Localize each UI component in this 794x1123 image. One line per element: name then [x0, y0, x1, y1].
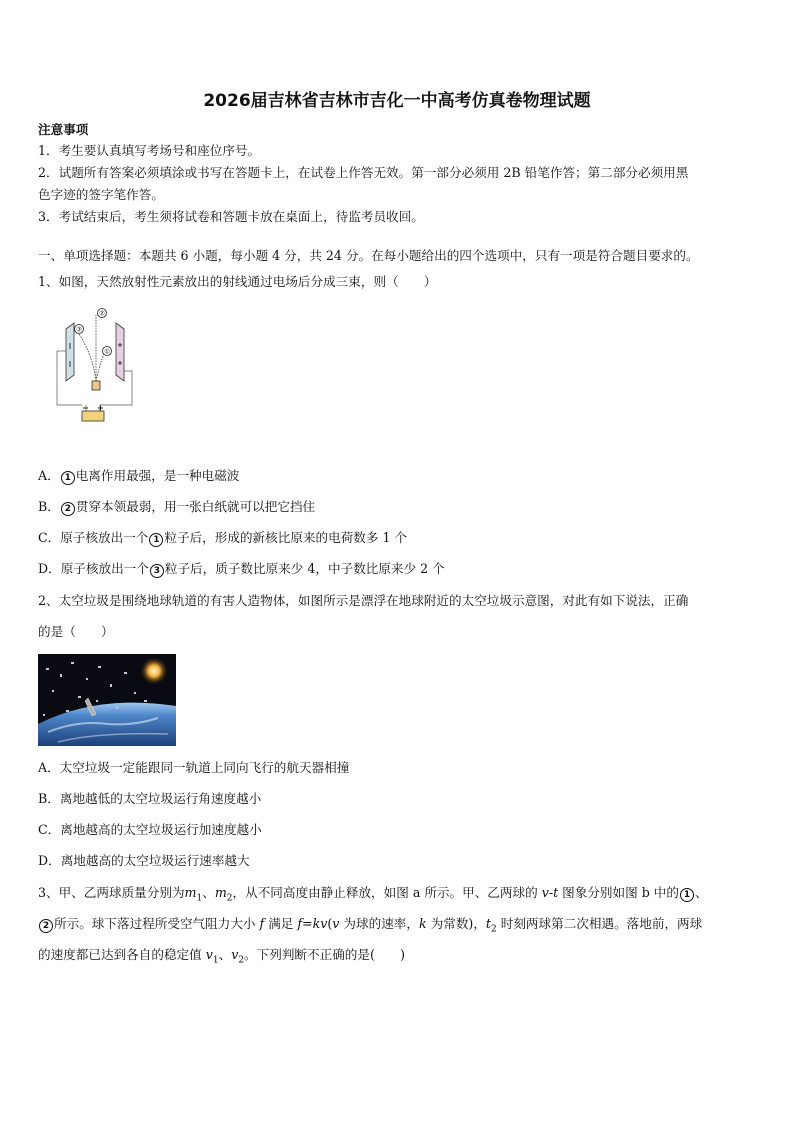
notice-item: 色字迹的签字笔作答。 [38, 187, 164, 202]
option-label: A． [38, 468, 60, 483]
option-label: C．原子核放出一个 [38, 530, 149, 545]
option-label: D．原子核放出一个 [38, 561, 149, 576]
q1-option-c[interactable] [38, 530, 407, 547]
page-title: 2026届吉林省吉林市吉化一中高考仿真卷物理试题 [203, 91, 591, 111]
option-text: 粒子后，质子数比原来少 4，中子数比原来少 2 个 [164, 561, 445, 576]
notice-item: 2．试题所有答案必须填涂或书写在答题卡上，在试卷上作答无效。第一部分必须用 2B 铅笔作答；第二部分必须用黑 [38, 165, 689, 180]
fig-label: ② [99, 309, 105, 318]
circled-number-icon: 1 [680, 888, 694, 902]
circled-number-icon: 2 [39, 919, 53, 933]
section-heading: 一、单项选择题：本题共 6 小题，每小题 4 分，共 24 分。在每小题给出的四个选项中，只有一项是符合题目要求的。 [38, 248, 699, 263]
circled-number-icon: 2 [61, 502, 75, 516]
circled-number-icon: 1 [149, 533, 163, 547]
option-text: 粒子后，形成的新核比原来的电荷数多 1 个 [164, 530, 408, 545]
q1-option-a[interactable] [38, 468, 239, 485]
q1-option-b[interactable] [38, 499, 315, 516]
question-1-stem: 1、如图，天然放射性元素放出的射线通过电场后分成三束，则（ ） [38, 274, 437, 289]
q2-option-c[interactable]: C．离地越高的太空垃圾运行加速度越小 [38, 822, 262, 837]
question-2-stem-cont: 的是（ ） [38, 624, 114, 639]
fig-label: ③ [76, 325, 82, 334]
question-3-stem-line1: 3、甲、乙两球质量分别为$m_1$、$m_2$，从不同高度由静止释放，如图 a 所示。甲、乙两球的 v-t 图象分别如图 b 中的 1 、 [38, 885, 708, 904]
option-label: B． [38, 499, 60, 514]
notice-item: 3．考试结束后，考生须将试卷和答题卡放在桌面上，待监考员收回。 [38, 209, 424, 224]
q2-option-b[interactable]: B．离地越低的太空垃圾运行角速度越小 [38, 791, 262, 806]
option-text: 电离作用最强，是一种电磁波 [75, 468, 240, 483]
notice-item: 1．考生要认真填写考场号和座位序号。 [38, 143, 261, 158]
circled-number-icon: 1 [61, 471, 75, 485]
circled-number-icon: 3 [150, 564, 164, 578]
q2-option-d[interactable]: D．离地越高的太空垃圾运行速率越大 [38, 853, 250, 868]
q1-option-d[interactable] [38, 561, 445, 578]
q2-option-a[interactable]: A．太空垃圾一定能跟同一轨道上同向飞行的航天器相撞 [38, 760, 350, 775]
fig-label: ① [104, 347, 110, 356]
option-text: 贯穿本领最弱，用一张白纸就可以把它挡住 [75, 499, 316, 514]
space-debris-figure [38, 654, 176, 746]
question-3-stem-line2: 2 所示。球下落过程所受空气阻力大小 f 满足 f=kv(v 为球的速率，k 为常数)，$t_2$ 时刻两球第二次相遇。落地前，两球 [38, 916, 702, 938]
question-2-stem: 2、太空垃圾是围绕地球轨道的有害人造物体，如图所示是漂浮在地球附近的太空垃圾示意图，对此有如下说法，正确 [38, 593, 689, 608]
question-3-stem-line3: 的速度都已达到各自的稳定值 $v_1$、$v_2$。下列判断不正确的是( ) [38, 947, 405, 966]
radiation-field-figure [52, 305, 138, 423]
notice-heading: 注意事项 [38, 122, 89, 137]
